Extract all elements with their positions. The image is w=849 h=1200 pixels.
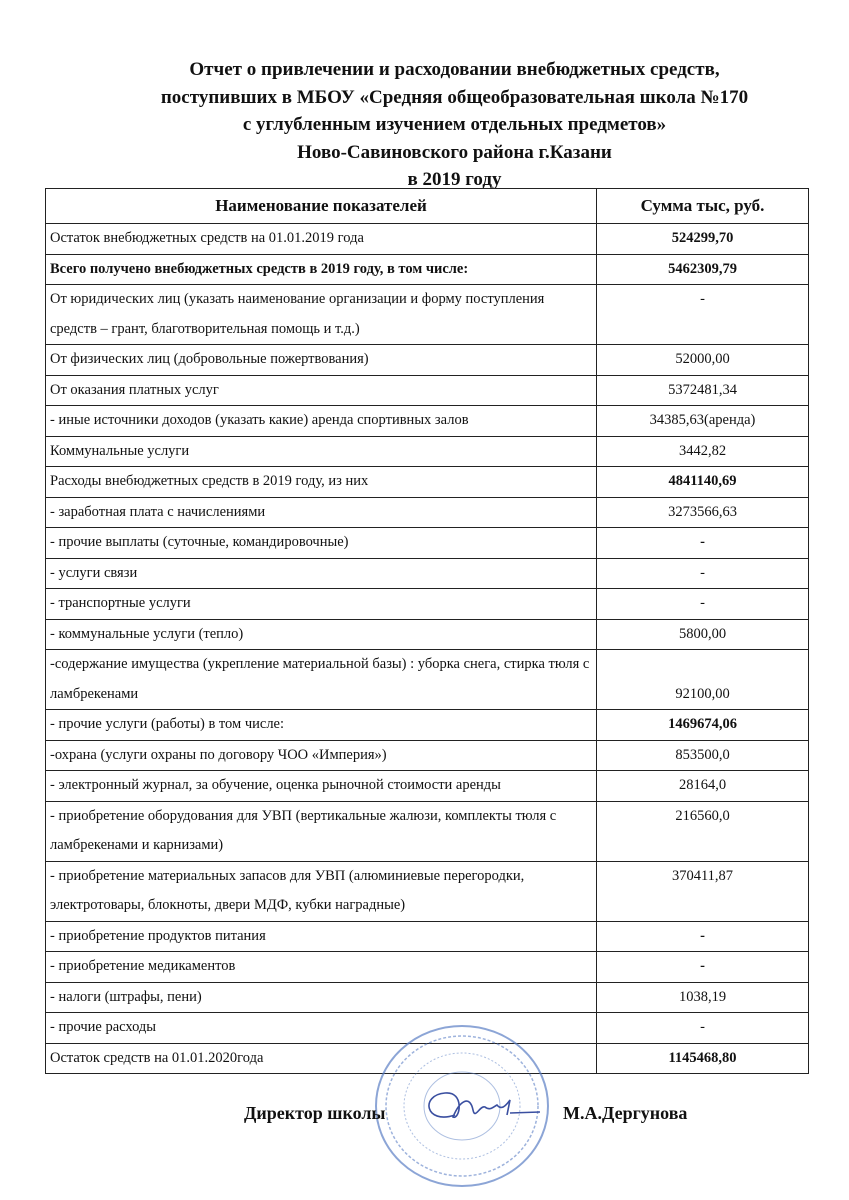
table-row	[46, 861, 809, 921]
row-label: От оказания платных услуг	[46, 375, 597, 406]
signature-icon	[415, 1085, 545, 1130]
table-row	[46, 406, 809, 437]
row-value: 92100,00	[597, 650, 809, 710]
row-label: Всего получено внебюджетных средств в 2019 году, в том числе:	[46, 254, 597, 285]
row-value: 1038,19	[597, 982, 809, 1013]
row-label: - приобретение оборудования для УВП (вертикальные жалюзи, комплекты тюля с ламбрекенами и карнизами)	[46, 801, 597, 861]
row-label: - коммунальные услуги (тепло)	[46, 619, 597, 650]
table-row	[46, 467, 809, 498]
table-row	[46, 345, 809, 376]
table-row	[46, 650, 809, 710]
document-title	[0, 56, 849, 194]
row-value: 1469674,06	[597, 710, 809, 741]
row-value: 524299,70	[597, 224, 809, 255]
row-label: От физических лиц (добровольные пожертвования)	[46, 345, 597, 376]
table-row	[46, 740, 809, 771]
row-value: 52000,00	[597, 345, 809, 376]
table-row	[46, 254, 809, 285]
title-line: с углубленным изучением отдельных предметов»	[242, 114, 667, 135]
signature-name: М.А.Дергунова	[563, 1103, 688, 1123]
row-label: - заработная плата с начислениями	[46, 497, 597, 528]
row-value: -	[597, 285, 809, 345]
column-header-sum: Сумма тыс, руб.	[597, 189, 809, 224]
row-value: 1145468,80	[597, 1043, 809, 1074]
table-header-row	[46, 189, 809, 224]
row-value: 3442,82	[597, 436, 809, 467]
table-row	[46, 375, 809, 406]
table-row	[46, 771, 809, 802]
row-value: -	[597, 528, 809, 559]
row-label: - прочие выплаты (суточные, командировочные)	[46, 528, 597, 559]
title-line: поступивших в МБОУ «Средняя общеобразовательная школа №170	[160, 86, 749, 108]
row-label: - транспортные услуги	[46, 589, 597, 620]
report-table	[45, 188, 809, 1074]
table-row	[46, 285, 809, 345]
row-value: -	[597, 921, 809, 952]
row-label: - прочие услуги (работы) в том числе:	[46, 710, 597, 741]
row-value: 34385,63(аренда)	[597, 406, 809, 437]
row-label: - услуги связи	[46, 558, 597, 589]
row-value: 5800,00	[597, 619, 809, 650]
table-row	[46, 710, 809, 741]
row-value: -	[597, 952, 809, 983]
row-label: Расходы внебюджетных средств в 2019 году, из них	[46, 467, 597, 498]
row-value: 5462309,79	[597, 254, 809, 285]
row-value: -	[597, 1013, 809, 1044]
signature-position: Директор школы	[244, 1103, 386, 1123]
table-row	[46, 224, 809, 255]
title-line: Ново-Савиновского района г.Казани	[297, 141, 612, 163]
table-row	[46, 982, 809, 1013]
row-value: 216560,0	[597, 801, 809, 861]
row-label: - налоги (штрафы, пени)	[46, 982, 597, 1013]
row-label: - электронный журнал, за обучение, оценка рыночной стоимости аренды	[46, 771, 597, 802]
row-label: -охрана (услуги охраны по договору ЧОО «Империя»)	[46, 740, 597, 771]
row-value: 4841140,69	[597, 467, 809, 498]
row-label: - иные источники доходов (указать какие) аренда спортивных залов	[46, 406, 597, 437]
column-header-name: Наименование показателей	[46, 189, 597, 224]
table-row	[46, 921, 809, 952]
row-value: 28164,0	[597, 771, 809, 802]
row-value: -	[597, 589, 809, 620]
table-row	[46, 619, 809, 650]
row-label: -содержание имущества (укрепление материальной базы) : уборка снега, стирка тюля с ламбрекенами	[46, 650, 597, 710]
row-label: - прочие расходы	[46, 1013, 597, 1044]
table-row	[46, 952, 809, 983]
row-value: 3273566,63	[597, 497, 809, 528]
row-label: Остаток средств на 01.01.2020года	[46, 1043, 597, 1074]
row-value: 370411,87	[597, 861, 809, 921]
table-row	[46, 589, 809, 620]
row-value: 853500,0	[597, 740, 809, 771]
row-label: Коммунальные услуги	[46, 436, 597, 467]
table-row	[46, 436, 809, 467]
table-row	[46, 801, 809, 861]
table-row	[46, 528, 809, 559]
table-row	[46, 558, 809, 589]
row-value: 5372481,34	[597, 375, 809, 406]
table-row	[46, 497, 809, 528]
row-label: - приобретение материальных запасов для УВП (алюминиевые перегородки, электротовары, блокноты, двери МДФ, кубки наградные)	[46, 861, 597, 921]
title-line: Отчет о привлечении и расходовании внебюджетных средств,	[189, 59, 720, 80]
row-label: От юридических лиц (указать наименование организации и форму поступления средств – грант, благотворительная помощь и т.д.)	[46, 285, 597, 345]
title-line: в 2019 году	[407, 169, 502, 190]
row-label: Остаток внебюджетных средств на 01.01.2019 года	[46, 224, 597, 255]
row-label: - приобретение медикаментов	[46, 952, 597, 983]
row-value: -	[597, 558, 809, 589]
row-label: - приобретение продуктов питания	[46, 921, 597, 952]
